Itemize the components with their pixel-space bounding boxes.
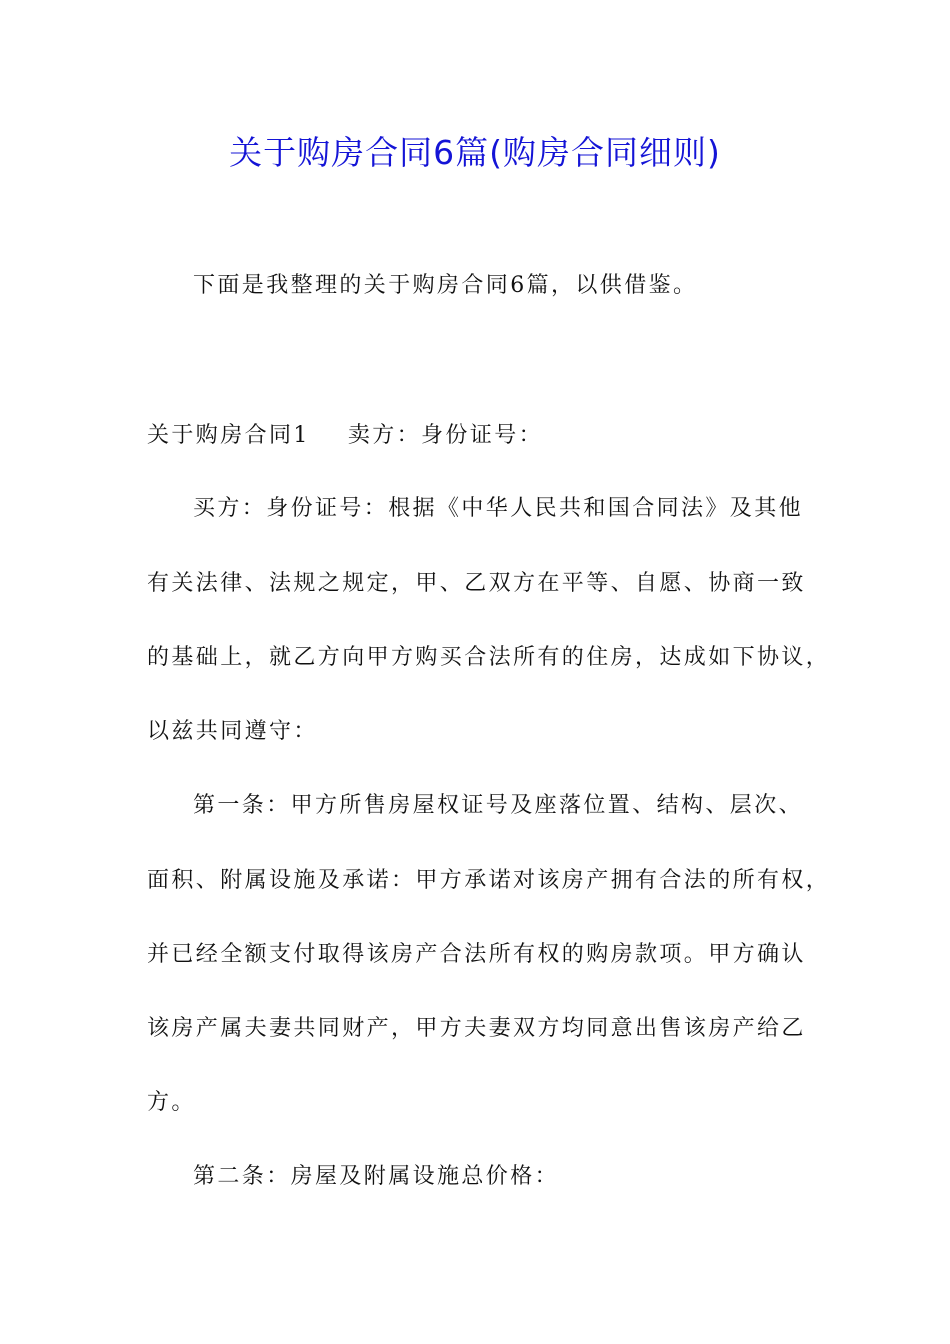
paragraph-2-line: 面积、附属设施及承诺：甲方承诺对该房产拥有合法的所有权， xyxy=(147,868,831,893)
paragraph-1-line: 以兹共同遵守： xyxy=(147,719,318,744)
paragraph-1-line: 的基础上，就乙方向甲方购买合法所有的住房，达成如下协议， xyxy=(147,645,831,670)
paragraph-3: 第二条：房屋及附属设施总价格： xyxy=(193,1164,560,1189)
paragraph-2-line: 第一条：甲方所售房屋权证号及座落位置、结构、层次、 xyxy=(193,793,804,818)
paragraph-1-line: 买方：身份证号：根据《中华人民共和国合同法》及其他 xyxy=(193,496,804,521)
paragraph-2-line: 该房产属夫妻共同财产，甲方夫妻双方均同意出售该房产给乙 xyxy=(147,1016,806,1041)
intro-paragraph: 下面是我整理的关于购房合同6篇，以供借鉴。 xyxy=(193,273,698,298)
paragraph-2-line: 并已经全额支付取得该房产合法所有权的购房款项。甲方确认 xyxy=(147,942,806,967)
paragraph-1-line: 有关法律、法规之规定，甲、乙双方在平等、自愿、协商一致 xyxy=(147,571,806,596)
document-title: 关于购房合同6篇(购房合同细则) xyxy=(229,133,721,172)
section-1-header-line xyxy=(147,421,543,451)
paragraph-2-line: 方。 xyxy=(147,1090,196,1115)
section-1-heading: 关于购房合同1 xyxy=(147,423,310,448)
section-1-seller: 卖方：身份证号： xyxy=(347,423,544,448)
